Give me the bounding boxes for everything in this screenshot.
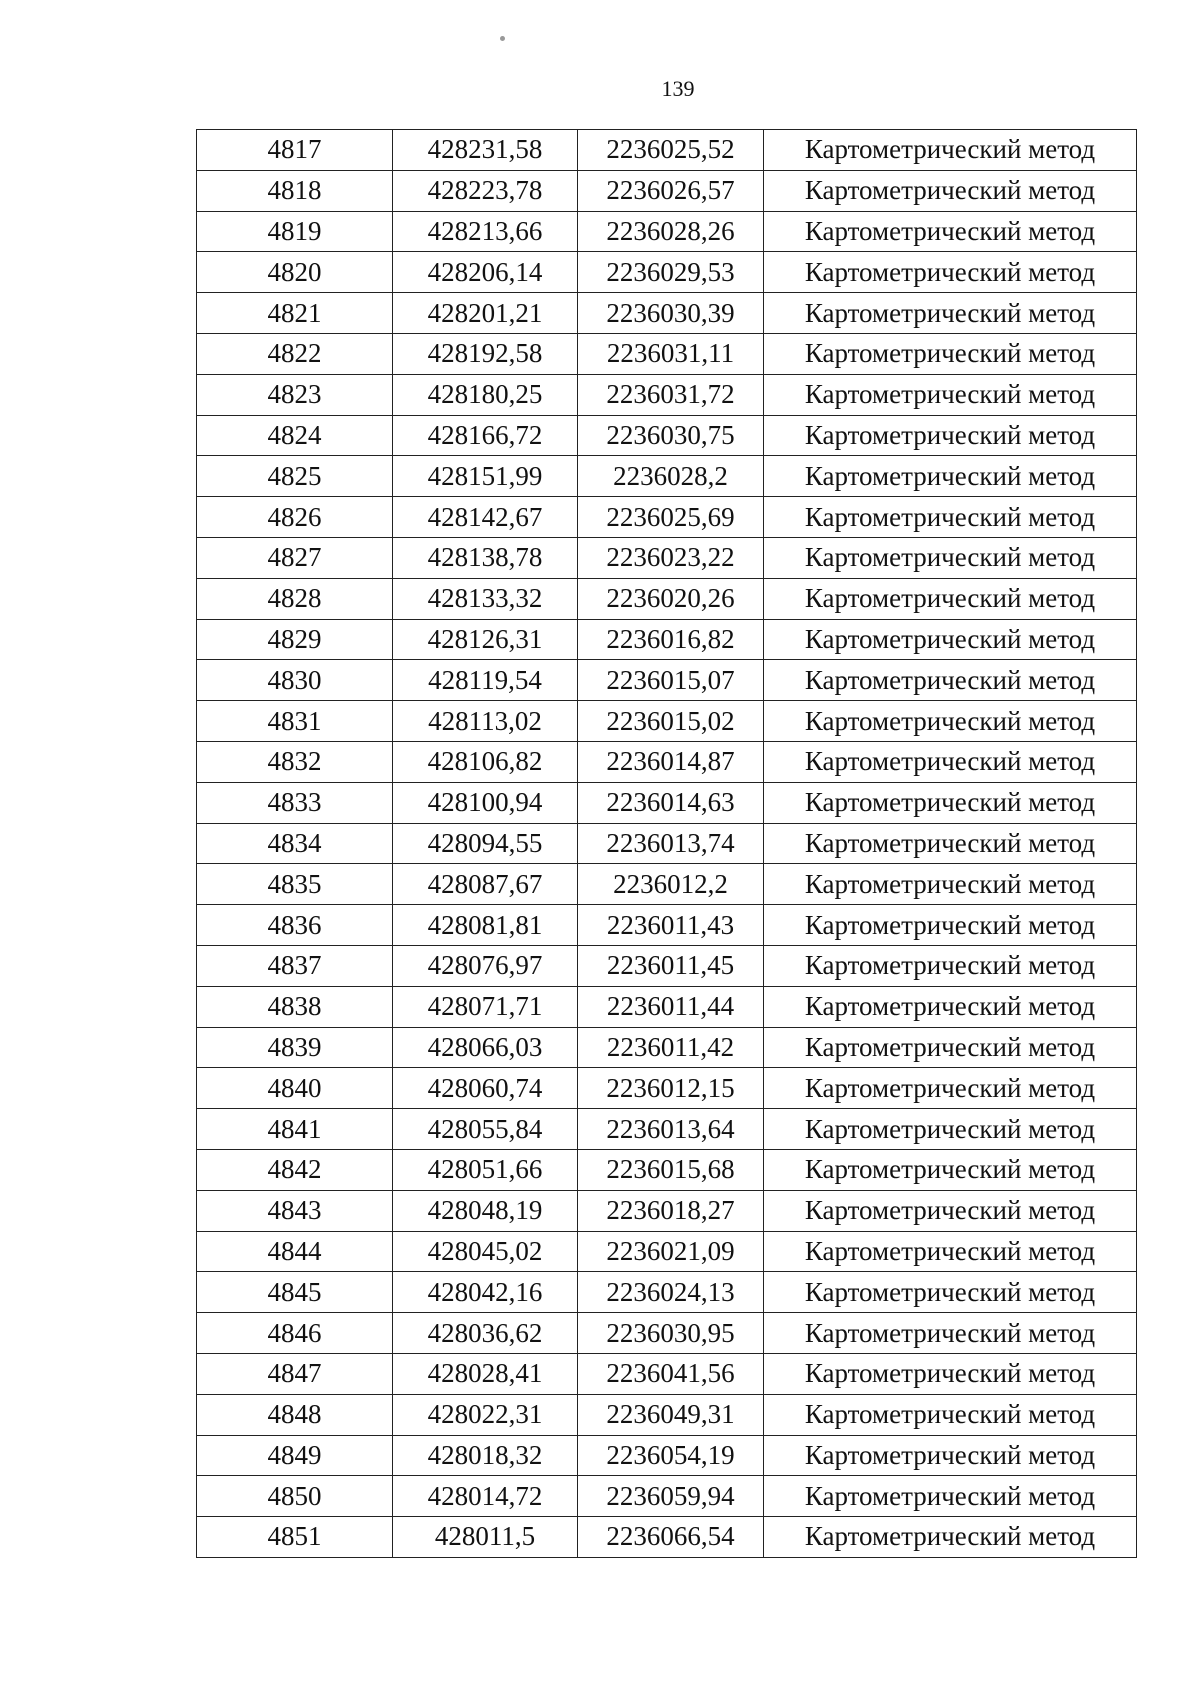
point-number-cell: 4842 xyxy=(197,1149,393,1190)
method-cell: Картометрический метод xyxy=(764,1027,1137,1068)
table-row xyxy=(197,619,1137,660)
y-coordinate-cell: 2236018,27 xyxy=(578,1190,764,1231)
y-coordinate-cell: 2236020,26 xyxy=(578,578,764,619)
method-cell: Картометрический метод xyxy=(764,619,1137,660)
y-coordinate-cell: 2236030,39 xyxy=(578,293,764,334)
method-cell: Картометрический метод xyxy=(764,945,1137,986)
x-coordinate-cell: 428142,67 xyxy=(393,497,578,538)
y-coordinate-cell: 2236026,57 xyxy=(578,170,764,211)
method-cell: Картометрический метод xyxy=(764,1231,1137,1272)
point-number-cell: 4819 xyxy=(197,211,393,252)
table-row xyxy=(197,1394,1137,1435)
y-coordinate-cell: 2236011,42 xyxy=(578,1027,764,1068)
point-number-cell: 4838 xyxy=(197,986,393,1027)
x-coordinate-cell: 428060,74 xyxy=(393,1068,578,1109)
method-cell: Картометрический метод xyxy=(764,701,1137,742)
point-number-cell: 4847 xyxy=(197,1353,393,1394)
x-coordinate-cell: 428036,62 xyxy=(393,1313,578,1354)
method-cell: Картометрический метод xyxy=(764,986,1137,1027)
method-cell: Картометрический метод xyxy=(764,293,1137,334)
point-number-cell: 4828 xyxy=(197,578,393,619)
y-coordinate-cell: 2236025,52 xyxy=(578,130,764,171)
y-coordinate-cell: 2236015,68 xyxy=(578,1149,764,1190)
x-coordinate-cell: 428113,02 xyxy=(393,701,578,742)
point-number-cell: 4824 xyxy=(197,415,393,456)
y-coordinate-cell: 2236021,09 xyxy=(578,1231,764,1272)
table-row xyxy=(197,415,1137,456)
method-cell: Картометрический метод xyxy=(764,170,1137,211)
table-row xyxy=(197,1435,1137,1476)
point-number-cell: 4823 xyxy=(197,374,393,415)
method-cell: Картометрический метод xyxy=(764,741,1137,782)
coordinates-table-body xyxy=(197,130,1137,1558)
point-number-cell: 4839 xyxy=(197,1027,393,1068)
table-row xyxy=(197,293,1137,334)
method-cell: Картометрический метод xyxy=(764,497,1137,538)
x-coordinate-cell: 428055,84 xyxy=(393,1109,578,1150)
y-coordinate-cell: 2236030,75 xyxy=(578,415,764,456)
point-number-cell: 4845 xyxy=(197,1272,393,1313)
x-coordinate-cell: 428166,72 xyxy=(393,415,578,456)
method-cell: Картометрический метод xyxy=(764,252,1137,293)
point-number-cell: 4821 xyxy=(197,293,393,334)
table-row xyxy=(197,456,1137,497)
table-row xyxy=(197,701,1137,742)
x-coordinate-cell: 428151,99 xyxy=(393,456,578,497)
y-coordinate-cell: 2236023,22 xyxy=(578,537,764,578)
method-cell: Картометрический метод xyxy=(764,823,1137,864)
method-cell: Картометрический метод xyxy=(764,1190,1137,1231)
point-number-cell: 4833 xyxy=(197,782,393,823)
x-coordinate-cell: 428119,54 xyxy=(393,660,578,701)
y-coordinate-cell: 2236030,95 xyxy=(578,1313,764,1354)
table-row xyxy=(197,252,1137,293)
y-coordinate-cell: 2236031,72 xyxy=(578,374,764,415)
y-coordinate-cell: 2236015,02 xyxy=(578,701,764,742)
table-row xyxy=(197,537,1137,578)
x-coordinate-cell: 428231,58 xyxy=(393,130,578,171)
method-cell: Картометрический метод xyxy=(764,578,1137,619)
y-coordinate-cell: 2236012,15 xyxy=(578,1068,764,1109)
y-coordinate-cell: 2236041,56 xyxy=(578,1353,764,1394)
method-cell: Картометрический метод xyxy=(764,333,1137,374)
table-row xyxy=(197,1353,1137,1394)
point-number-cell: 4851 xyxy=(197,1517,393,1558)
y-coordinate-cell: 2236025,69 xyxy=(578,497,764,538)
table-row xyxy=(197,333,1137,374)
method-cell: Картометрический метод xyxy=(764,1517,1137,1558)
method-cell: Картометрический метод xyxy=(764,864,1137,905)
y-coordinate-cell: 2236011,44 xyxy=(578,986,764,1027)
point-number-cell: 4850 xyxy=(197,1476,393,1517)
scan-speck xyxy=(500,36,505,41)
point-number-cell: 4822 xyxy=(197,333,393,374)
point-number-cell: 4849 xyxy=(197,1435,393,1476)
point-number-cell: 4832 xyxy=(197,741,393,782)
method-cell: Картометрический метод xyxy=(764,1068,1137,1109)
method-cell: Картометрический метод xyxy=(764,1109,1137,1150)
point-number-cell: 4818 xyxy=(197,170,393,211)
table-row xyxy=(197,578,1137,619)
method-cell: Картометрический метод xyxy=(764,1149,1137,1190)
table-row xyxy=(197,1068,1137,1109)
point-number-cell: 4829 xyxy=(197,619,393,660)
point-number-cell: 4843 xyxy=(197,1190,393,1231)
method-cell: Картометрический метод xyxy=(764,415,1137,456)
point-number-cell: 4836 xyxy=(197,905,393,946)
table-row xyxy=(197,864,1137,905)
point-number-cell: 4817 xyxy=(197,130,393,171)
x-coordinate-cell: 428223,78 xyxy=(393,170,578,211)
x-coordinate-cell: 428042,16 xyxy=(393,1272,578,1313)
table-row xyxy=(197,1313,1137,1354)
table-row xyxy=(197,170,1137,211)
coordinates-table xyxy=(196,129,1137,1558)
x-coordinate-cell: 428192,58 xyxy=(393,333,578,374)
table-row xyxy=(197,1190,1137,1231)
y-coordinate-cell: 2236028,2 xyxy=(578,456,764,497)
method-cell: Картометрический метод xyxy=(764,211,1137,252)
y-coordinate-cell: 2236015,07 xyxy=(578,660,764,701)
y-coordinate-cell: 2236049,31 xyxy=(578,1394,764,1435)
y-coordinate-cell: 2236029,53 xyxy=(578,252,764,293)
y-coordinate-cell: 2236012,2 xyxy=(578,864,764,905)
x-coordinate-cell: 428106,82 xyxy=(393,741,578,782)
method-cell: Картометрический метод xyxy=(764,1476,1137,1517)
table-row xyxy=(197,1027,1137,1068)
table-row xyxy=(197,130,1137,171)
table-row xyxy=(197,741,1137,782)
y-coordinate-cell: 2236016,82 xyxy=(578,619,764,660)
point-number-cell: 4834 xyxy=(197,823,393,864)
x-coordinate-cell: 428126,31 xyxy=(393,619,578,660)
y-coordinate-cell: 2236054,19 xyxy=(578,1435,764,1476)
method-cell: Картометрический метод xyxy=(764,537,1137,578)
page-number: 139 xyxy=(661,76,695,101)
x-coordinate-cell: 428071,71 xyxy=(393,986,578,1027)
method-cell: Картометрический метод xyxy=(764,374,1137,415)
method-cell: Картометрический метод xyxy=(764,905,1137,946)
x-coordinate-cell: 428018,32 xyxy=(393,1435,578,1476)
y-coordinate-cell: 2236013,64 xyxy=(578,1109,764,1150)
y-coordinate-cell: 2236059,94 xyxy=(578,1476,764,1517)
table-row xyxy=(197,1476,1137,1517)
table-row xyxy=(197,1272,1137,1313)
table-row xyxy=(197,1517,1137,1558)
x-coordinate-cell: 428051,66 xyxy=(393,1149,578,1190)
method-cell: Картометрический метод xyxy=(764,130,1137,171)
point-number-cell: 4825 xyxy=(197,456,393,497)
method-cell: Картометрический метод xyxy=(764,456,1137,497)
method-cell: Картометрический метод xyxy=(764,660,1137,701)
table-row xyxy=(197,782,1137,823)
point-number-cell: 4841 xyxy=(197,1109,393,1150)
point-number-cell: 4844 xyxy=(197,1231,393,1272)
point-number-cell: 4837 xyxy=(197,945,393,986)
x-coordinate-cell: 428206,14 xyxy=(393,252,578,293)
point-number-cell: 4827 xyxy=(197,537,393,578)
x-coordinate-cell: 428011,5 xyxy=(393,1517,578,1558)
table-row xyxy=(197,211,1137,252)
method-cell: Картометрический метод xyxy=(764,1435,1137,1476)
table-row xyxy=(197,1109,1137,1150)
point-number-cell: 4848 xyxy=(197,1394,393,1435)
method-cell: Картометрический метод xyxy=(764,1313,1137,1354)
y-coordinate-cell: 2236013,74 xyxy=(578,823,764,864)
y-coordinate-cell: 2236028,26 xyxy=(578,211,764,252)
point-number-cell: 4846 xyxy=(197,1313,393,1354)
y-coordinate-cell: 2236014,63 xyxy=(578,782,764,823)
y-coordinate-cell: 2236066,54 xyxy=(578,1517,764,1558)
x-coordinate-cell: 428138,78 xyxy=(393,537,578,578)
x-coordinate-cell: 428045,02 xyxy=(393,1231,578,1272)
y-coordinate-cell: 2236011,43 xyxy=(578,905,764,946)
x-coordinate-cell: 428100,94 xyxy=(393,782,578,823)
point-number-cell: 4826 xyxy=(197,497,393,538)
table-row xyxy=(197,1231,1137,1272)
x-coordinate-cell: 428213,66 xyxy=(393,211,578,252)
x-coordinate-cell: 428014,72 xyxy=(393,1476,578,1517)
method-cell: Картометрический метод xyxy=(764,1272,1137,1313)
table-row xyxy=(197,1149,1137,1190)
x-coordinate-cell: 428094,55 xyxy=(393,823,578,864)
x-coordinate-cell: 428028,41 xyxy=(393,1353,578,1394)
table-row xyxy=(197,986,1137,1027)
y-coordinate-cell: 2236024,13 xyxy=(578,1272,764,1313)
table-row xyxy=(197,660,1137,701)
x-coordinate-cell: 428133,32 xyxy=(393,578,578,619)
x-coordinate-cell: 428066,03 xyxy=(393,1027,578,1068)
method-cell: Картометрический метод xyxy=(764,1394,1137,1435)
table-row xyxy=(197,497,1137,538)
x-coordinate-cell: 428201,21 xyxy=(393,293,578,334)
point-number-cell: 4840 xyxy=(197,1068,393,1109)
table-row xyxy=(197,823,1137,864)
table-row xyxy=(197,374,1137,415)
table-row xyxy=(197,945,1137,986)
x-coordinate-cell: 428180,25 xyxy=(393,374,578,415)
point-number-cell: 4820 xyxy=(197,252,393,293)
y-coordinate-cell: 2236011,45 xyxy=(578,945,764,986)
point-number-cell: 4831 xyxy=(197,701,393,742)
x-coordinate-cell: 428081,81 xyxy=(393,905,578,946)
table-row xyxy=(197,905,1137,946)
point-number-cell: 4835 xyxy=(197,864,393,905)
x-coordinate-cell: 428048,19 xyxy=(393,1190,578,1231)
y-coordinate-cell: 2236031,11 xyxy=(578,333,764,374)
y-coordinate-cell: 2236014,87 xyxy=(578,741,764,782)
x-coordinate-cell: 428087,67 xyxy=(393,864,578,905)
x-coordinate-cell: 428076,97 xyxy=(393,945,578,986)
x-coordinate-cell: 428022,31 xyxy=(393,1394,578,1435)
method-cell: Картометрический метод xyxy=(764,1353,1137,1394)
method-cell: Картометрический метод xyxy=(764,782,1137,823)
point-number-cell: 4830 xyxy=(197,660,393,701)
